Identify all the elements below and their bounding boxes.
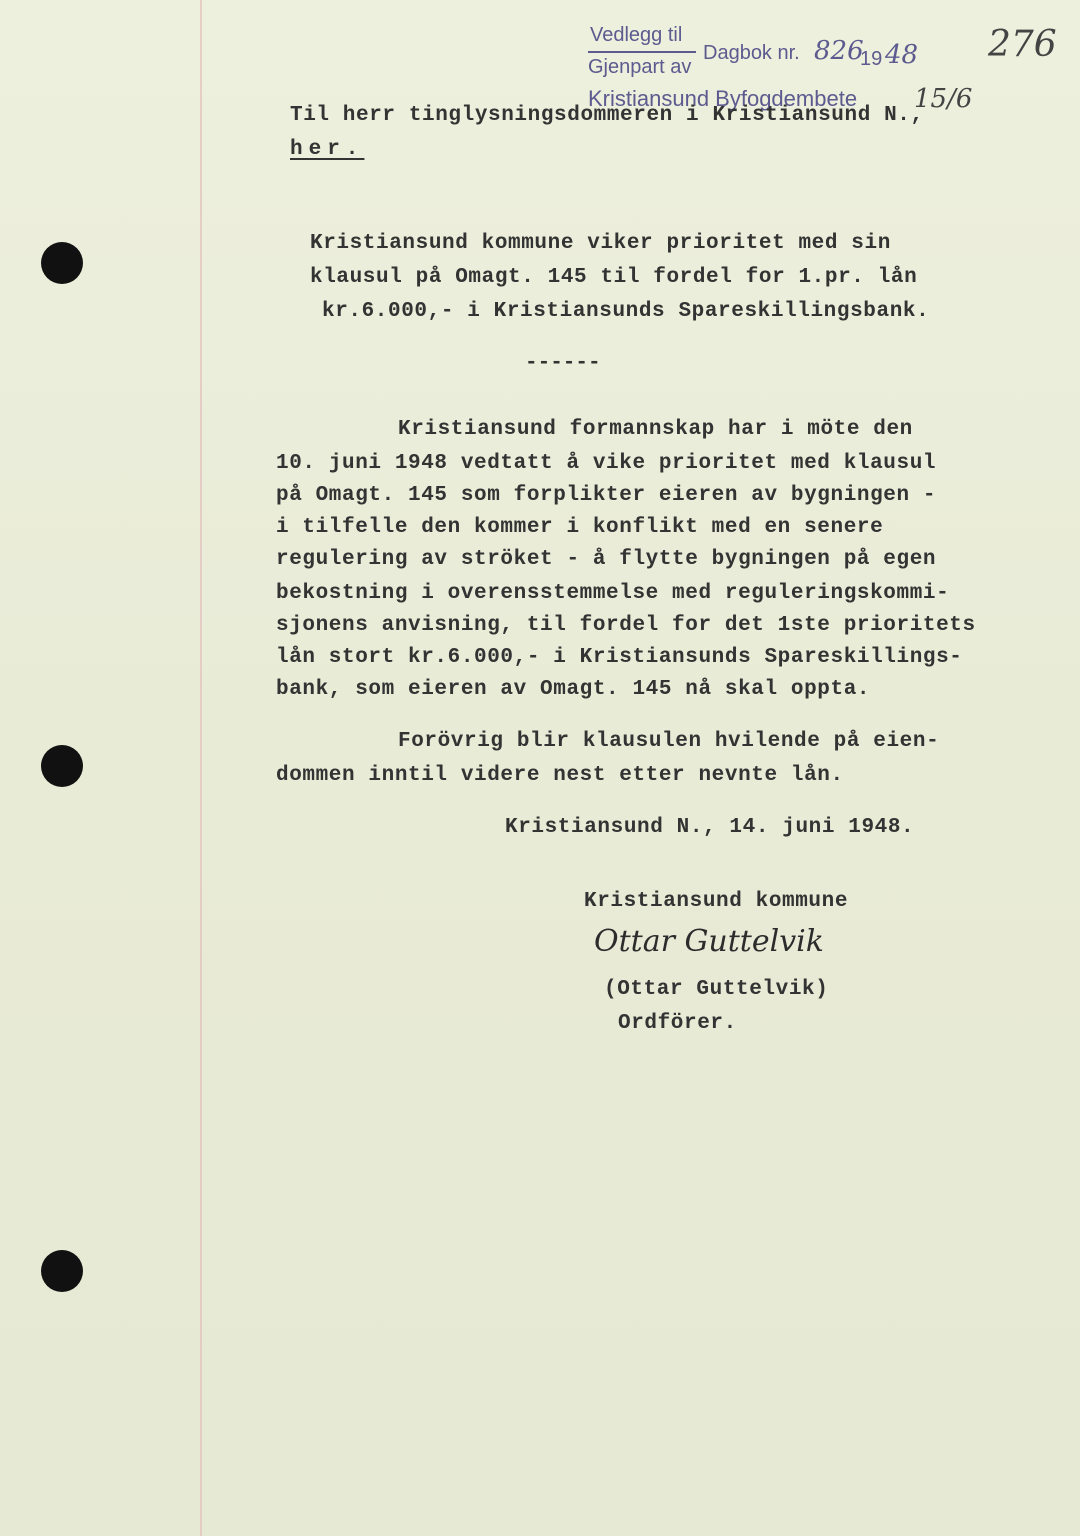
closing-line: dommen inntil videre nest etter nevnte lån. — [276, 764, 844, 787]
separator: ------ — [525, 352, 601, 375]
body-line: i tilfelle den kommer i konflikt med en senere — [276, 516, 884, 539]
stamp-gjenpart: Gjenpart av — [588, 56, 692, 78]
body-line: 10. juni 1948 vedtatt å vike prioritet med klausul — [276, 452, 937, 475]
address-line-2: her. — [290, 138, 365, 161]
printed-name: (Ottar Guttelvik) — [604, 978, 829, 1001]
date-note: 15/6 — [914, 84, 973, 114]
summary-line: klausul på Omagt. 145 til fordel for 1.pr. lån — [310, 266, 918, 289]
body-line: regulering av ströket - å flytte bygningen på egen — [276, 548, 937, 571]
issuer: Kristiansund kommune — [584, 890, 849, 913]
body-line: bekostning i overensstemmelse med reguleringskommi- — [276, 582, 950, 605]
summary-line: Kristiansund kommune viker prioritet med sin — [310, 232, 891, 255]
body-line: bank, som eieren av Omagt. 145 nå skal oppta. — [276, 678, 871, 701]
place-date: Kristiansund N., 14. juni 1948. — [505, 816, 915, 839]
stamp-dagbok: Dagbok nr. — [703, 42, 800, 64]
summary-line: kr.6.000,- i Kristiansunds Spareskillingsbank. — [322, 300, 930, 323]
punch-hole — [41, 745, 83, 787]
body-line: sjonens anvisning, til fordel for det 1ste prioritets — [276, 614, 976, 637]
stamp-office: Kristiansund Byfogdembete — [588, 86, 858, 111]
stamp-year-suffix: 48 — [885, 40, 919, 70]
address-line-1: Til herr tinglysningsdommeren i Kristiansund N., — [290, 104, 924, 127]
body-line: på Omagt. 145 som forplikter eieren av bygningen - — [276, 484, 937, 507]
body-line: Kristiansund formannskap har i möte den — [398, 418, 913, 441]
stamp-dagbok-number: 826 — [814, 36, 864, 66]
punch-hole — [41, 242, 83, 284]
page-number: 276 — [988, 24, 1057, 65]
closing-line: Forövrig blir klausulen hvilende på eien- — [398, 730, 940, 753]
margin-line — [200, 0, 202, 1536]
stamp-divider — [588, 51, 696, 53]
signatory-title: Ordförer. — [618, 1012, 737, 1035]
punch-hole — [41, 1250, 83, 1292]
body-line: lån stort kr.6.000,- i Kristiansunds Spareskillings- — [276, 646, 963, 669]
signature: Ottar Guttelvik — [594, 924, 824, 959]
stamp-year-prefix: 19 — [860, 48, 883, 70]
stamp-vedlegg: Vedlegg til — [590, 24, 683, 46]
